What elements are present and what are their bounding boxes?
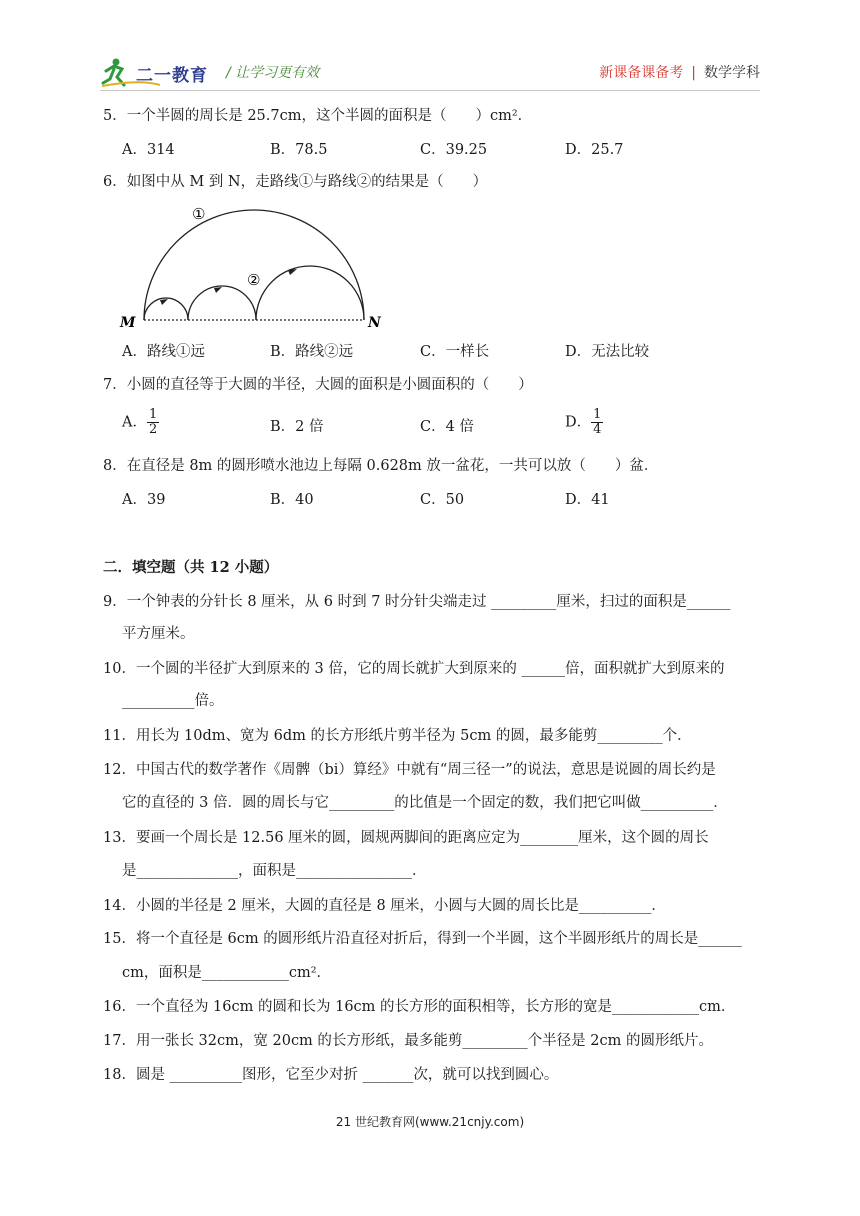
question-15-line-1: 15．将一个直径是 6cm 的圆形纸片沿直径对折后，得到一个半圆，这个半圆形纸片的周长是______ [103, 931, 742, 947]
point-m-label: M [120, 315, 136, 331]
question-13-line-2: 是______________，面积是________________． [122, 863, 427, 879]
header-separator: | [691, 65, 696, 81]
q6-option-c: C．一样长 [420, 344, 490, 360]
q7-option-d-letter: D． [565, 414, 592, 431]
route-2-arc-2 [188, 286, 256, 320]
question-7: 7．小圆的直径等于大圆的半径，大圆的面积是小圆面积的（ ） [103, 377, 533, 393]
q7-option-b: B．2 倍 [270, 419, 324, 435]
header-divider [100, 90, 760, 91]
fraction [147, 408, 159, 437]
header-subject [599, 62, 760, 82]
fraction-denominator: 4 [593, 422, 602, 437]
question-17: 17．用一张长 32cm，宽 20cm 的长方形纸，最多能剪_________个半径是 2cm 的圆形纸片。 [103, 1033, 713, 1049]
route-diagram [116, 196, 396, 336]
q6-option-d: D．无法比较 [565, 344, 650, 360]
question-8: 8．在直径是 8m 的圆形喷水池边上每隔 0.628m 放一盆花，一共可以放（ ）盆． [103, 458, 659, 474]
point-n-label: N [368, 315, 381, 331]
q8-option-c: C．50 [420, 492, 465, 508]
slogan: / 让学习更有效 [226, 65, 320, 81]
fraction [591, 408, 603, 437]
route-2-arc-3 [256, 266, 364, 320]
header-subject-name: 数学学科 [704, 65, 760, 81]
q7-option-d [565, 408, 603, 437]
arrow-icon [288, 269, 297, 275]
question-16: 16．一个直径为 16cm 的圆和长为 16cm 的长方形的面积相等，长方形的宽是____________cm． [103, 999, 736, 1015]
route-1-arc [144, 210, 364, 320]
question-12-line-1: 12．中国古代的数学著作《周髀（bi）算经》中就有“周三径一”的说法，意思是说圆的周长约是 [103, 762, 716, 778]
q8-option-b: B．40 [270, 492, 314, 508]
question-9-line-1: 9．一个钟表的分针长 8 厘米，从 6 时到 7 时分针尖端走过 _________厘米，扫过的面积是______ [103, 594, 731, 610]
header-course: 新课备课备考 [599, 65, 684, 81]
logo-text: 二一教育 [136, 66, 208, 86]
q8-option-d: D．41 [565, 492, 610, 508]
q5-option-d: D．25.7 [565, 142, 624, 158]
question-12-line-2: 它的直径的 3 倍．圆的周长与它_________的比值是一个固定的数，我们把它叫做__________． [122, 795, 728, 811]
q5-option-a: A．314 [122, 142, 175, 158]
question-5: 5．一个半圆的周长是 25.7cm，这个半圆的面积是（ ）cm²． [103, 108, 533, 124]
route-1-label: ① [192, 205, 206, 223]
question-14: 14．小圆的半径是 2 厘米，大圆的直径是 8 厘米，小圆与大圆的周长比是__________． [103, 898, 666, 914]
question-9-line-2: 平方厘米。 [122, 626, 195, 642]
arrow-icon [214, 287, 222, 293]
fraction-numerator: 1 [148, 407, 158, 422]
section-title: 二．填空题（共 12 小题） [103, 559, 279, 576]
question-10-line-2: __________倍。 [122, 693, 224, 709]
question-6: 6．如图中从 M 到 N，走路线①与路线②的结果是（ ） [103, 174, 488, 190]
q5-option-b: B．78.5 [270, 142, 328, 158]
q6-option-a: A．路线①远 [122, 344, 205, 360]
fraction-numerator: 1 [593, 407, 602, 422]
q8-option-a: A．39 [122, 492, 166, 508]
question-10-line-1: 10．一个圆的半径扩大到原来的 3 倍，它的周长就扩大到原来的 ______倍，面积就扩大到原来的 [103, 661, 725, 677]
route-2-label: ② [247, 271, 261, 289]
arrow-icon [160, 299, 168, 305]
q7-option-a-letter: A． [122, 414, 147, 431]
q7-option-c: C．4 倍 [420, 419, 474, 435]
page-header [100, 55, 760, 91]
route-2-arc-1 [144, 298, 188, 320]
question-15-line-2: cm，面积是____________cm²． [122, 965, 332, 981]
question-18: 18．圆是 __________图形，它至少对折 _______次，就可以找到圆心。 [103, 1067, 559, 1083]
question-11: 11．用长为 10dm、宽为 6dm 的长方形纸片剪半径为 5cm 的圆，最多能剪_________个． [103, 728, 692, 744]
question-13-line-1: 13．要画一个周长是 12.56 厘米的圆，圆规两脚间的距离应定为________厘米，这个圆的周长 [103, 830, 709, 846]
q7-option-a [122, 408, 159, 437]
q5-option-c: C．39.25 [420, 142, 488, 158]
page-footer: 21 世纪教育网(www.21cnjy.com) [335, 1115, 525, 1129]
fraction-denominator: 2 [148, 422, 158, 437]
q6-option-b: B．路线②远 [270, 344, 354, 360]
